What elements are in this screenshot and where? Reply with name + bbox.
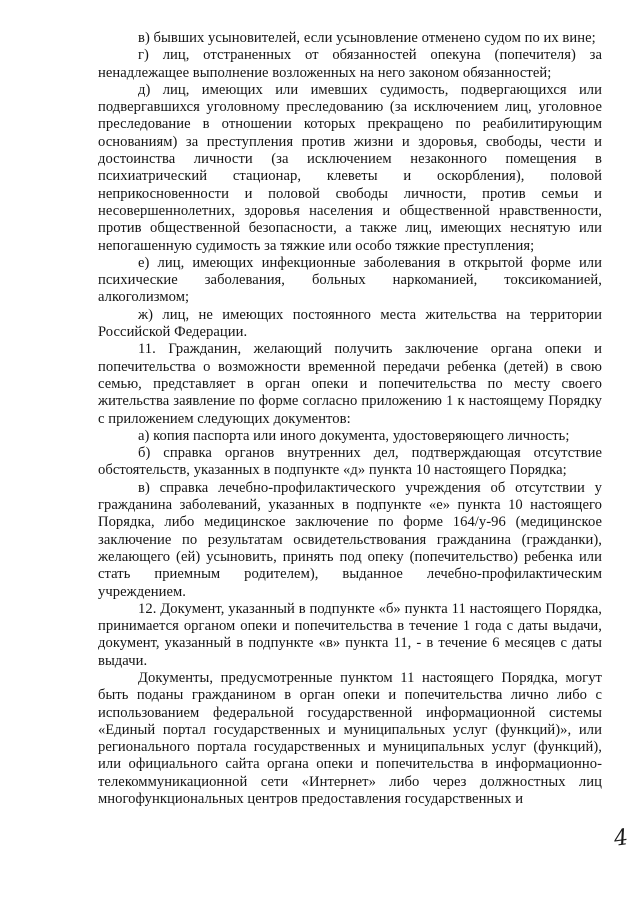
subitem-d-criminal-record: д) лиц, имеющих или имевших судимость, подвергающихся или подвергавшихся уголовному преследованию (за исключением лиц, уголовное преследование в отношении которых прекращено по реабилитирующим основаниям) за преступления против жизни и здоровья, свободы, чести и достоинства личности (за исключением незаконного помещения в психиатрический стационар, клеветы и оскорбления), половой неприкосновенности и половой свободы личности, против семьи и несовершеннолетних, здоровья населения и общественной нравственности, против общественной безопасности, а также лиц, имеющих неснятую или непогашенную судимость за тяжкие или особо тяжкие преступления; bbox=[98, 81, 602, 254]
subitem-v-former-adopters: в) бывших усыновителей, если усыновление отменено судом по их вине; bbox=[138, 30, 596, 46]
clause-11-item-a: а) копия паспорта или иного документа, удостоверяющего личность; bbox=[138, 427, 570, 444]
subitem-zh-no-residence: ж) лиц, не имеющих постоянного места жительства на территории Российской Федерации. bbox=[98, 306, 602, 341]
clause-11-item-v: в) справка лечебно-профилактического учреждения об отсутствии у гражданина заболеваний, указанных в подпункте «е» пункта 10 настоящего Порядка, либо медицинское заключение по форме 164/у-96 (медицинское заключение по результатам освидетельствования гражданина (гражданки), желающего (ей) усыновить, принять под опеку (попечительство) ребенка или стать приемным родителем), выданное лечебно-профилактическим учреждением. bbox=[98, 479, 602, 600]
clause-11-item-b: б) справка органов внутренних дел, подтверждающая отсутствие обстоятельств, указанных в подпункте «д» пункта 10 настоящего Порядка; bbox=[98, 445, 602, 479]
clause-11: 11. Гражданин, желающий получить заключение органа опеки и попечительства о возможности временной передачи ребенка (детей) в свою семью, представляет в орган опеки и попечительства по месту своего жительства заявление по форме согласно приложению 1 к настоящему Порядку с приложением следующих документов: bbox=[98, 341, 602, 427]
handwritten-page-number: 4 bbox=[612, 825, 630, 852]
subitem-e-diseases: е) лиц, имеющих инфекционные заболевания в открытой форме или психические заболевания, больных наркоманией, токсикоманией, алкоголизмом; bbox=[98, 254, 602, 306]
clause-12: 12. Документ, указанный в подпункте «б» пункта 11 настоящего Порядка, принимается органом опеки и попечительства в течение 1 года с даты выдачи, документ, указанный в подпункте «в» пункта 11, - в течение 6 месяцев с даты выдачи. bbox=[98, 600, 602, 669]
submission-paragraph: Документы, предусмотренные пунктом 11 настоящего Порядка, могут быть поданы гражданином в орган опеки и попечительства лично либо с использованием федеральной государственной информационной системы «Единый портал государственных и муниципальных услуг (функций)», или регионального портала государственных и муниципальных услуг (функций), или официального сайта органа опеки и попечительства в информационно-телекоммуникационной сети «Интернет» либо через должностных лиц многофункциональных центров предоставления государственных и bbox=[98, 669, 602, 808]
document-page bbox=[98, 30, 602, 808]
subitem-g-removed-guardians: г) лиц, отстраненных от обязанностей опекуна (попечителя) за ненадлежащее выполнение возложенных на него законом обязанностей; bbox=[98, 47, 602, 81]
